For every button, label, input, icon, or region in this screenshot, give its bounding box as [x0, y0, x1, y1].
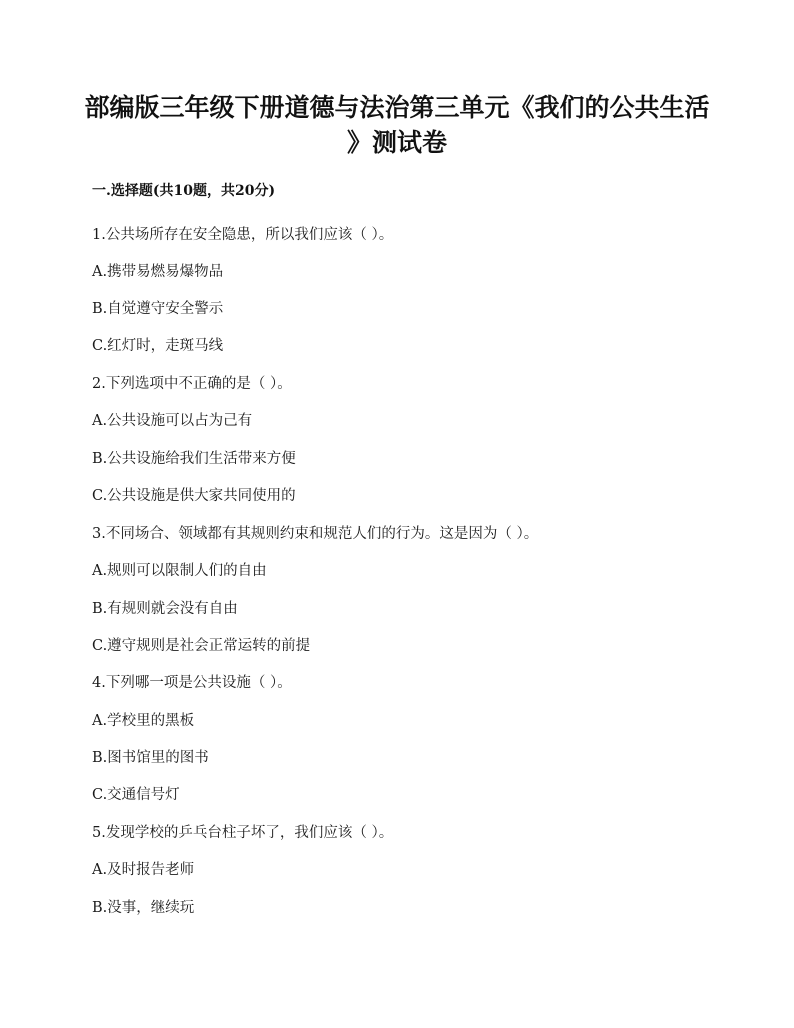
question-1-option-c: C.红灯时，走斑马线: [92, 338, 224, 354]
page-title-line-2: 》测试卷: [346, 128, 447, 157]
question-2-option-a: A.公共设施可以占为己有: [92, 413, 253, 429]
question-4-option-c: C.交通信号灯: [92, 787, 180, 803]
question-3-option-b: B.有规则就会没有自由: [92, 601, 238, 617]
question-1-option-a: A.携带易燃易爆物品: [92, 264, 224, 280]
question-3-option-a: A.规则可以限制人们的自由: [92, 563, 267, 579]
question-5-option-b: B.没事，继续玩: [92, 900, 195, 916]
question-2-option-c: C.公共设施是供大家共同使用的: [92, 488, 296, 504]
question-3-option-c: C.遵守规则是社会正常运转的前提: [92, 638, 311, 654]
question-4: 4.下列哪一项是公共设施（ ）。: [92, 675, 292, 691]
section-heading: 一.选择题(共10题，共20分): [92, 183, 276, 199]
question-2-option-b: B.公共设施给我们生活带来方便: [92, 451, 296, 467]
question-5: 5.发现学校的乒乓台柱子坏了，我们应该（ ）。: [92, 825, 394, 841]
question-1-option-b: B.自觉遵守安全警示: [92, 301, 224, 317]
question-4-option-a: A.学校里的黑板: [92, 713, 195, 729]
page-title-line-1: 部编版三年级下册道德与法治第三单元《我们的公共生活: [84, 93, 710, 122]
question-1: 1.公共场所存在安全隐患，所以我们应该（ ）。: [92, 227, 394, 243]
question-2: 2.下列选项中不正确的是（ ）。: [92, 376, 292, 392]
question-3: 3.不同场合、领域都有其规则约束和规范人们的行为。这是因为（ ）。: [92, 526, 539, 542]
question-4-option-b: B.图书馆里的图书: [92, 750, 209, 766]
question-5-option-a: A.及时报告老师: [92, 862, 195, 878]
